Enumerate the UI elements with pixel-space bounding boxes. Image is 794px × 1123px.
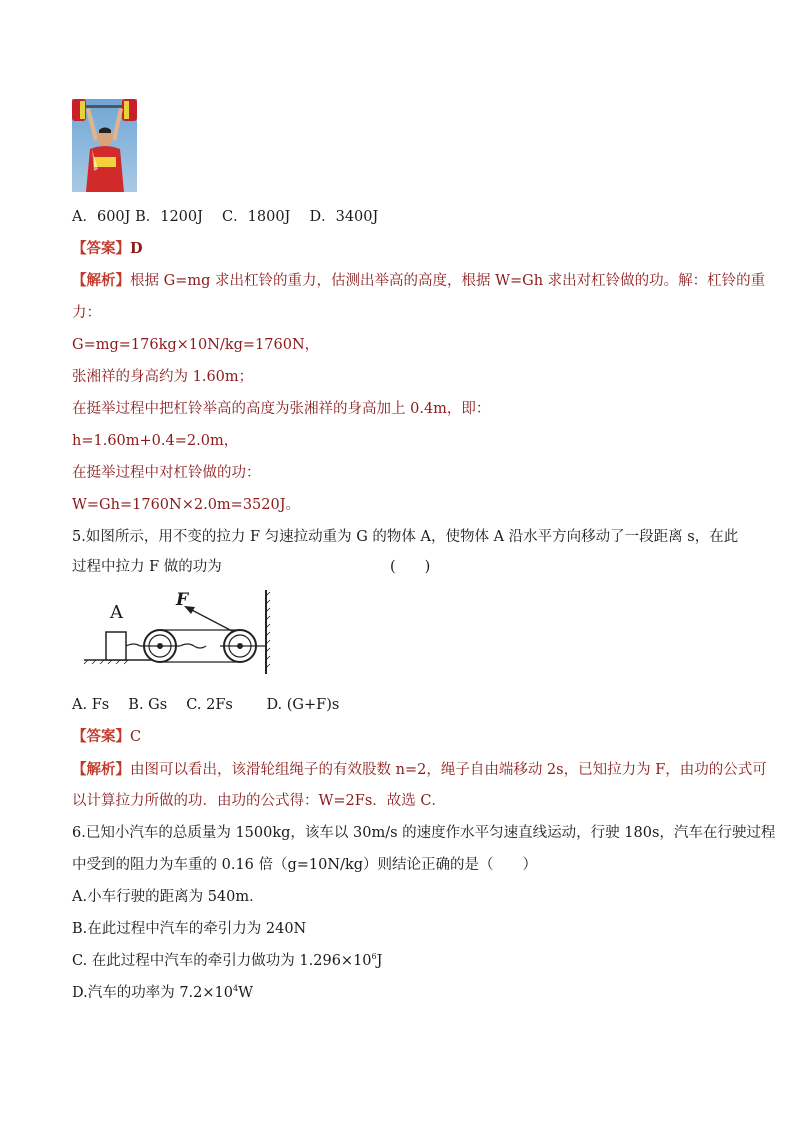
diagram-label-f: F xyxy=(176,590,189,610)
q5-analysis-line2: 以计算拉力所做的功．由功的公式得：W=2Fs．故选 C． xyxy=(72,793,446,809)
weightlifter-photo xyxy=(72,99,137,192)
answer-value: D xyxy=(130,240,143,257)
q5-stem-line1: 5.如图所示，用不变的拉力 F 匀速拉动重为 G 的物体 A，使物体 A 沿水平方向移动了一段距离 s，在此 xyxy=(72,529,739,545)
q4-analysis-line8: W=Gh=1760N×2.0m=3520J。 xyxy=(72,497,301,513)
pulley-diagram xyxy=(84,590,284,678)
q6-option-a: A.小车行驶的距离为 540m． xyxy=(72,889,264,905)
q5-answer-line xyxy=(72,728,141,746)
diagram-label-a: A xyxy=(110,602,123,623)
answer-tag: 【答案】 xyxy=(72,240,130,257)
q4-options: A．600J B．1200J C．1800J D．3400J xyxy=(72,209,379,225)
q6-stem-line2: 中受到的阻力为车重的 0.16 倍（g=10N/kg）则结论正确的是（ ） xyxy=(72,857,538,873)
q5-stem-text: 过程中拉力 F 做的功为 xyxy=(72,559,222,575)
q5-stem-line2 xyxy=(72,558,431,576)
option-d-text: D.汽车的功率为 7.2×10 xyxy=(72,985,233,1001)
option-c-exponent: 6 xyxy=(371,952,377,961)
q4-answer-line xyxy=(72,240,143,258)
analysis-tag: 【解析】 xyxy=(72,761,130,778)
answer-paren: ( ) xyxy=(390,559,431,575)
q4-analysis-line1 xyxy=(72,272,765,290)
q4-analysis-line4: 张湘祥的身高约为 1.60m； xyxy=(72,369,254,385)
q4-analysis-line5: 在挺举过程中把杠铃举高的高度为张湘祥的身高加上 0.4m，即： xyxy=(72,401,491,417)
q4-analysis-line7: 在挺举过程中对杠铃做的功： xyxy=(72,465,261,481)
analysis-text: 由图可以看出，该滑轮组绳子的有效股数 n=2，绳子自由端移动 2s，已知拉力为 F，由功的公式可 xyxy=(130,762,767,778)
q4-analysis-line6: h=1.60m+0.4=2.0m， xyxy=(72,433,239,449)
q6-option-b: B.在此过程中汽车的牵引力为 240N xyxy=(72,921,307,937)
q5-analysis-line1 xyxy=(72,761,767,779)
analysis-tag: 【解析】 xyxy=(72,272,130,289)
option-c-text: C. 在此过程中汽车的牵引力做功为 1.296×10 xyxy=(72,953,372,969)
q4-analysis-line3: G=mg=176kg×10N/kg=1760N， xyxy=(72,337,320,353)
q6-stem-line1: 6.已知小汽车的总质量为 1500kg，该车以 30m/s 的速度作水平匀速直线运动，行驶 180s，汽车在行驶过程 xyxy=(72,825,776,841)
option-d-exponent: 4 xyxy=(233,984,239,993)
answer-value: C xyxy=(130,729,142,745)
option-c-unit: J xyxy=(376,953,383,969)
q6-option-d xyxy=(72,984,253,1002)
q6-option-c xyxy=(72,952,382,970)
q5-options: A. Fs B. Gs C. 2Fs D. (G+F)s xyxy=(72,697,340,713)
q4-analysis-line2: 力： xyxy=(72,305,101,321)
answer-tag: 【答案】 xyxy=(72,728,130,745)
option-d-unit: W xyxy=(238,985,253,1001)
analysis-text: 根据 G=mg 求出杠铃的重力，估测出举高的高度，根据 W=Gh 求出对杠铃做的功。解：杠铃的重 xyxy=(130,273,766,289)
